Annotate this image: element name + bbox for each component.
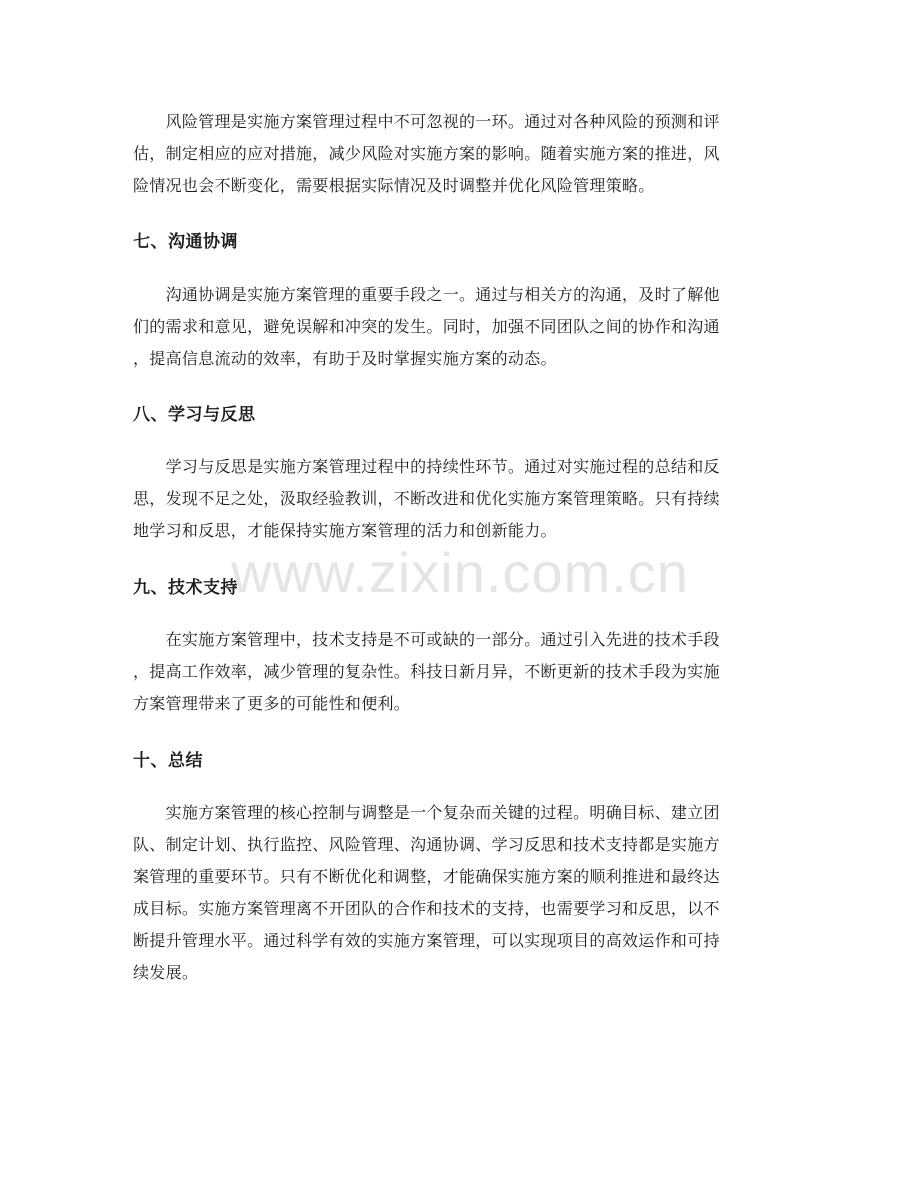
paragraph-line: 案管理的重要环节。只有不断优化和调整，才能确保实施方案的顺利推进和最终达	[133, 867, 720, 886]
paragraph-risk-management	[133, 106, 789, 202]
paragraph-technical-support	[133, 624, 789, 720]
paragraph-line: 估，制定相应的应对措施，减少风险对实施方案的影响。随着实施方案的推进，风	[133, 144, 720, 163]
paragraph-line: 险情况也会不断变化，需要根据实际情况及时调整并优化风险管理策略。	[133, 176, 655, 195]
heading-communication: 七、沟通协调	[133, 232, 238, 252]
paragraph-line: 续发展。	[133, 963, 199, 982]
paragraph-line: 成目标。实施方案管理离不开团队的合作和技术的支持，也需要学习和反思，以不	[133, 899, 720, 918]
paragraph-line: 在实施方案管理中，技术支持是不可或缺的一部分。通过引入先进的技术手段	[133, 630, 720, 649]
heading-technical-support: 九、技术支持	[133, 578, 238, 598]
paragraph-line: 地学习和反思，才能保持实施方案管理的活力和创新能力。	[133, 521, 557, 540]
paragraph-line: 们的需求和意见，避免误解和冲突的发生。同时，加强不同团队之间的协作和沟通	[133, 317, 720, 336]
paragraph-communication	[133, 279, 789, 375]
paragraph-line: 实施方案管理的核心控制与调整是一个复杂而关键的过程。明确目标、建立团	[133, 803, 720, 822]
heading-summary: 十、总结	[133, 751, 203, 771]
paragraph-line: ，提高信息流动的效率，有助于及时掌握实施方案的动态。	[133, 349, 557, 368]
paragraph-line: ，提高工作效率，减少管理的复杂性。科技日新月异，不断更新的技术手段为实施	[133, 662, 720, 681]
paragraph-line: 风险管理是实施方案管理过程中不可忽视的一环。通过对各种风险的预测和评	[133, 112, 720, 131]
paragraph-line: 沟通协调是实施方案管理的重要手段之一。通过与相关方的沟通，及时了解他	[133, 285, 720, 304]
paragraph-line: 队、制定计划、执行监控、风险管理、沟通协调、学习反思和技术支持都是实施方	[133, 835, 720, 854]
heading-learning-reflection: 八、学习与反思	[133, 405, 256, 425]
paragraph-line: 思，发现不足之处，汲取经验教训，不断改进和优化实施方案管理策略。只有持续	[133, 489, 720, 508]
paragraph-summary	[133, 797, 789, 989]
paragraph-line: 方案管理带来了更多的可能性和便利。	[133, 694, 411, 713]
paragraph-line: 断提升管理水平。通过科学有效的实施方案管理，可以实现项目的高效运作和可持	[133, 931, 720, 950]
paragraph-line: 学习与反思是实施方案管理过程中的持续性环节。通过对实施过程的总结和反	[133, 457, 720, 476]
watermark: www.zixin.com.cn	[231, 541, 689, 604]
paragraph-learning-reflection	[133, 451, 789, 547]
